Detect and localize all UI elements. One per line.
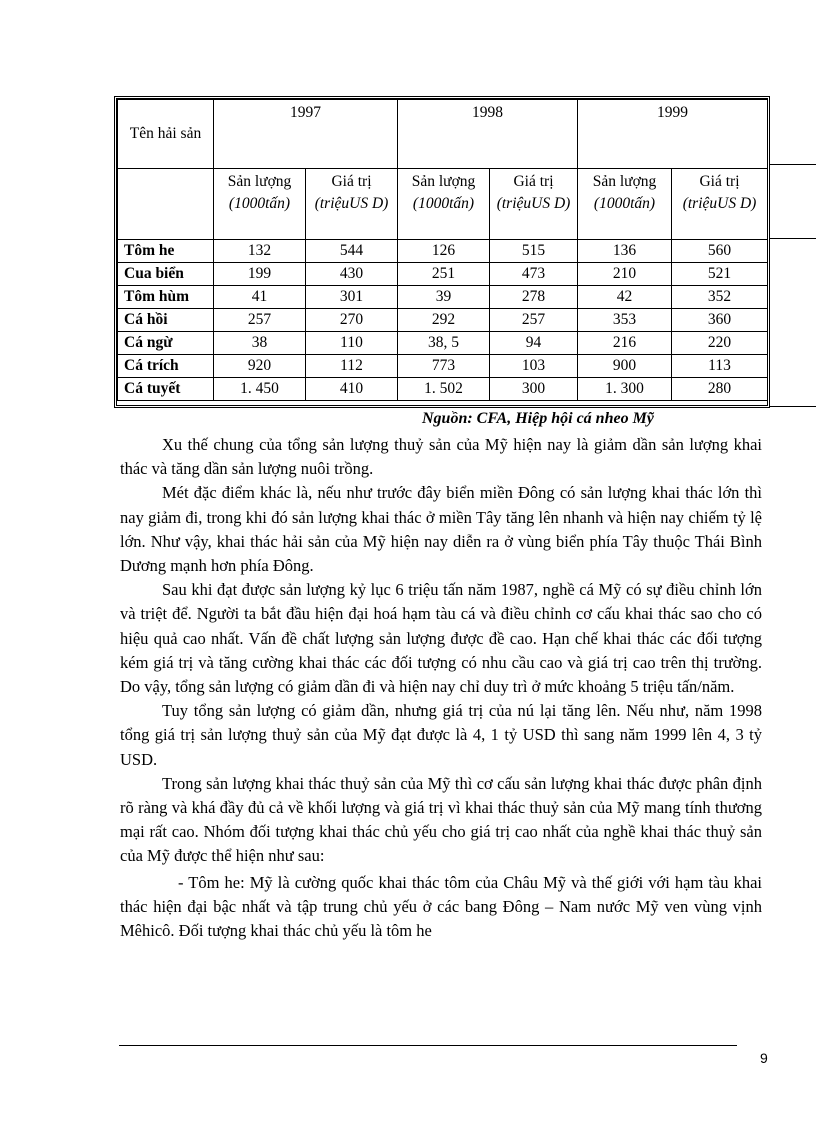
value-cell: 300	[490, 378, 578, 401]
value-cell: 132	[214, 240, 306, 263]
value-cell: 94	[490, 332, 578, 355]
table-row	[118, 309, 768, 332]
value-cell: 126	[398, 240, 490, 263]
value-cell: 410	[306, 378, 398, 401]
value-cell: 38, 5	[398, 332, 490, 355]
name-header: Tên hải sản	[129, 125, 202, 142]
sub-header: Giá trị (triệuUS D)	[672, 169, 768, 240]
paragraph: Trong sản lượng khai thác thuỷ sản của Mỹ thì cơ cấu sản lượng khai thác được phân định rõ ràng và khá đầy đủ cả về khối lượng và giá trị vì khai thác thuỷ sản của Mỹ mang tính thương mại rất cao. Nhóm đối tượng khai thác chủ yếu cho giá trị cao nhất của nghề khai thác thuỷ sản của Mỹ được thể hiện như sau:	[120, 773, 762, 866]
production-table	[117, 99, 768, 401]
value-cell: 292	[398, 309, 490, 332]
row-name-cell: Cá tuyết	[118, 378, 214, 401]
row-name-cell: Cá hồi	[118, 309, 214, 332]
value-cell: 920	[214, 355, 306, 378]
value-cell: 278	[490, 286, 578, 309]
row-name-cell: Tôm hùm	[118, 286, 214, 309]
value-cell: 113	[672, 355, 768, 378]
paragraph: Sau khi đạt được sản lượng kỷ lục 6 triệu tấn năm 1987, nghề cá Mỹ có sự điều chỉnh lớn và triệt để. Người ta bắt đầu hiện đại hoá hạm tàu cá và điều chỉnh cơ cấu khai thác sao cho có hiệu quả cao nhất. Vấn đề chất lượng sản lượng được đề cao. Hạn chế khai thác các đối tượng kém giá trị và tăng cường khai thác các đối tượng có nhu cầu cao và giá trị cao trên thị trường. Do vậy, tổng sản lượng có giảm dần đi và hiện nay chỉ duy trì ở mức khoảng 5 triệu tấn/năm.	[120, 580, 762, 697]
value-cell: 220	[672, 332, 768, 355]
value-cell: 515	[490, 240, 578, 263]
table-row	[118, 240, 768, 263]
value-cell: 353	[578, 309, 672, 332]
paragraph: Tuy tổng sản lượng có giảm dần, nhưng giá trị của nú lại tăng lên. Nếu như, năm 1998 tổng giá trị sản lượng thuỷ sản của Mỹ đạt được là 4, 1 tỷ USD thì sang năm 1999 lên 4, 3 tỷ USD.	[120, 701, 762, 769]
value-cell: 251	[398, 263, 490, 286]
value-cell: 1. 450	[214, 378, 306, 401]
sub-header: Sản lượng (1000tấn)	[578, 169, 672, 240]
value-cell: 544	[306, 240, 398, 263]
value-cell: 360	[672, 309, 768, 332]
value-cell: 560	[672, 240, 768, 263]
table-row	[118, 355, 768, 378]
value-cell: 41	[214, 286, 306, 309]
table-row	[118, 263, 768, 286]
sub-header: Giá trị (triệuUS D)	[490, 169, 578, 240]
year-header: 1997	[214, 100, 398, 169]
value-cell: 42	[578, 286, 672, 309]
name-header-cell	[118, 100, 214, 169]
value-cell: 110	[306, 332, 398, 355]
value-cell: 38	[214, 332, 306, 355]
value-cell: 1. 502	[398, 378, 490, 401]
sub-header: Giá trị (triệuUS D)	[306, 169, 398, 240]
value-cell: 1. 300	[578, 378, 672, 401]
row-name-cell: Cá trích	[118, 355, 214, 378]
value-cell: 199	[214, 263, 306, 286]
value-cell: 39	[398, 286, 490, 309]
body-text	[120, 433, 762, 943]
paragraph: Mét đặc điểm khác là, nếu như trước đây biển miền Đông có sản lượng khai thác lớn thì nay giảm đi, trong khi đó sản lượng khai thác ở miền Tây tăng lên nhanh và hiện nay chiếm tỷ lệ lớn. Như vậy, khai thác hải sản của Mỹ hiện nay diễn ra ở vùng biển phía Tây thuộc Thái Bình Dương mạnh hơn phía Đông.	[120, 483, 762, 576]
sub-header: Sản lượng (1000tấn)	[398, 169, 490, 240]
paragraph: Xu thế chung của tổng sản lượng thuỷ sản của Mỹ hiện nay là giảm dần sản lượng khai thác và tăng dần sản lượng nuôi trồng.	[120, 435, 762, 479]
year-header: 1999	[578, 100, 768, 169]
value-cell: 301	[306, 286, 398, 309]
row-name-cell: Cua biển	[118, 263, 214, 286]
value-cell: 257	[214, 309, 306, 332]
value-cell: 216	[578, 332, 672, 355]
value-cell: 430	[306, 263, 398, 286]
sub-header: Sản lượng (1000tấn)	[214, 169, 306, 240]
table-row	[118, 378, 768, 401]
value-cell: 352	[672, 286, 768, 309]
table-row	[118, 286, 768, 309]
page-number: 9	[760, 1050, 768, 1066]
value-cell: 136	[578, 240, 672, 263]
value-cell: 210	[578, 263, 672, 286]
table-source: Nguồn: CFA, Hiệp hội cá nheo Mỹ	[422, 410, 654, 427]
row-name-cell: Cá ngừ	[118, 332, 214, 355]
value-cell: 900	[578, 355, 672, 378]
value-cell: 112	[306, 355, 398, 378]
value-cell: 270	[306, 309, 398, 332]
year-header: 1998	[398, 100, 578, 169]
footer-rule	[119, 1045, 737, 1046]
production-table-frame	[114, 96, 770, 408]
value-cell: 257	[490, 309, 578, 332]
value-cell: 773	[398, 355, 490, 378]
table-row	[118, 332, 768, 355]
value-cell: 280	[672, 378, 768, 401]
value-cell: 103	[490, 355, 578, 378]
empty-header-cell	[118, 169, 214, 240]
table-overflow-lines	[770, 96, 816, 408]
value-cell: 521	[672, 263, 768, 286]
table-body	[118, 240, 768, 401]
row-name-cell: Tôm he	[118, 240, 214, 263]
bullet-paragraph: - Tôm he: Mỹ là cường quốc khai thác tôm của Châu Mỹ và thế giới với hạm tàu khai thác hiện đại bậc nhất và tập trung chủ yếu ở các bang Đông – Nam nước Mỹ ven vùng vịnh Mêhicô. Đối tượng khai thác chủ yếu là tôm he	[120, 872, 762, 941]
value-cell: 473	[490, 263, 578, 286]
